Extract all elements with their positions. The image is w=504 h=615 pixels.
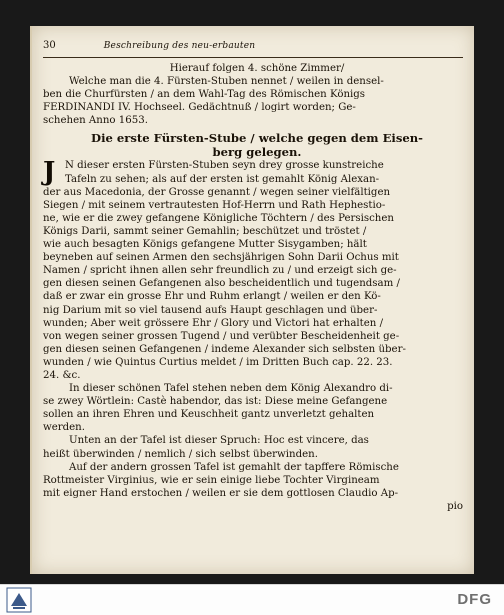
text-line: se zwey Wörtlein: Castè habendor, das ist: Diese meine Gefangene — [43, 396, 388, 408]
text-line: Königs Darii, sammt seiner Gemahlin; beschützet und tröstet / — [43, 225, 367, 237]
text-line: sollen an ihren Ehren und Keuschheit gantz unverletzt gehalten — [43, 409, 375, 421]
text-line: Welche man die 4. Fürsten-Stuben nennet / weilen in densel- — [69, 76, 384, 88]
subheading-line: Hierauf folgen 4. schöne Zimmer/ — [169, 63, 345, 74]
page-text — [43, 40, 471, 513]
text-line: ne, wie er die zwey gefangene Königliche Töchtern / des Persischen — [43, 212, 394, 224]
section-heading-continued: berg gelegen. — [212, 145, 302, 160]
text-line — [43, 173, 471, 186]
text-line: beyneben auf seinen Armen den sechsjährigen Sohn Darii Ochus mit — [43, 252, 399, 264]
text-line: heißt überwinden / nemlich / sich selbst überwinden. — [43, 448, 318, 460]
text-line: werden. — [43, 422, 85, 434]
text-line: gen diesen seinen Gefangenen also bescheidentlich und tugendsam / — [43, 278, 400, 290]
text-line: schehen Anno 1653. — [43, 115, 148, 127]
text-line: FERDINANDI IV. Hochseel. Gedächtnuß / logirt worden; Ge- — [43, 102, 356, 114]
book-page — [30, 26, 474, 574]
viewer-footer — [0, 584, 504, 615]
text-line: ben die Churfürsten / an dem Wahl-Tag des Römischen Königs — [43, 89, 366, 101]
text-line: Rottmeister Virginius, wie er sein einige liebe Tochter Virgineam — [43, 474, 380, 486]
text-line: Unten an der Tafel ist dieser Spruch: Hoc est vincere, das — [69, 435, 369, 447]
text-line: gen diesen seinen Gefangenen / indeme Alexander sich selbsten über- — [43, 343, 406, 355]
header-rule — [43, 57, 463, 58]
text-line: der aus Macedonia, der Grosse genannt / wegen seiner vielfältigen — [43, 186, 391, 198]
text-line-content: Tafeln zu sehen; als auf der ersten ist gemahlt König Alexan- — [65, 173, 380, 185]
page-number: 30 — [43, 40, 56, 51]
catchword: pio — [447, 500, 463, 512]
text-line: nig Darium mit so viel tausend aufs Haupt geschlagen und über- — [43, 304, 378, 316]
library-seal-icon — [6, 587, 32, 613]
text-line: wunden; Aber weit grössere Ehr / Glory und Victori hat erhalten / — [43, 317, 384, 329]
text-line: mit eigner Hand erstochen / weilen er sie dem gottlosen Claudio Ap- — [43, 487, 399, 499]
section-heading: Die erste Fürsten-Stube / welche gegen dem Eisen- — [91, 131, 423, 146]
text-line: von wegen seiner grossen Tugend / und verübter Bescheidenheit ge- — [43, 330, 400, 342]
text-line: Auf der andern grossen Tafel ist gemahlt der tapffere Römische — [69, 461, 399, 473]
text-line: Namen / spricht ihnen allen sehr freundlich zu / und erzeigt sich ge- — [43, 265, 397, 277]
running-head-title: Beschreibung des neu-erbauten — [103, 41, 256, 51]
text-line: daß er zwar ein grosse Ehr und Ruhm erlangt / weilen er den Kö- — [43, 291, 381, 303]
drop-cap: J — [43, 157, 56, 188]
text-line-content: N dieser ersten Fürsten-Stuben seyn drey grosse kunstreiche — [65, 160, 384, 172]
text-line: Siegen / mit seinem vertrautesten Hof-Herrn und Rath Hephestio- — [43, 199, 386, 211]
dfg-logo: DFG — [457, 591, 492, 608]
text-line: wunden / wie Quintus Curtius meldet / im Dritten Buch cap. 22. 23. — [43, 356, 393, 368]
running-head — [43, 40, 471, 54]
text-line: In dieser schönen Tafel stehen neben dem König Alexandro di- — [69, 383, 393, 395]
text-line: 24. &c. — [43, 369, 81, 381]
text-line: wie auch besagten Königs gefangene Mutter Sisygamben; hält — [43, 239, 367, 251]
